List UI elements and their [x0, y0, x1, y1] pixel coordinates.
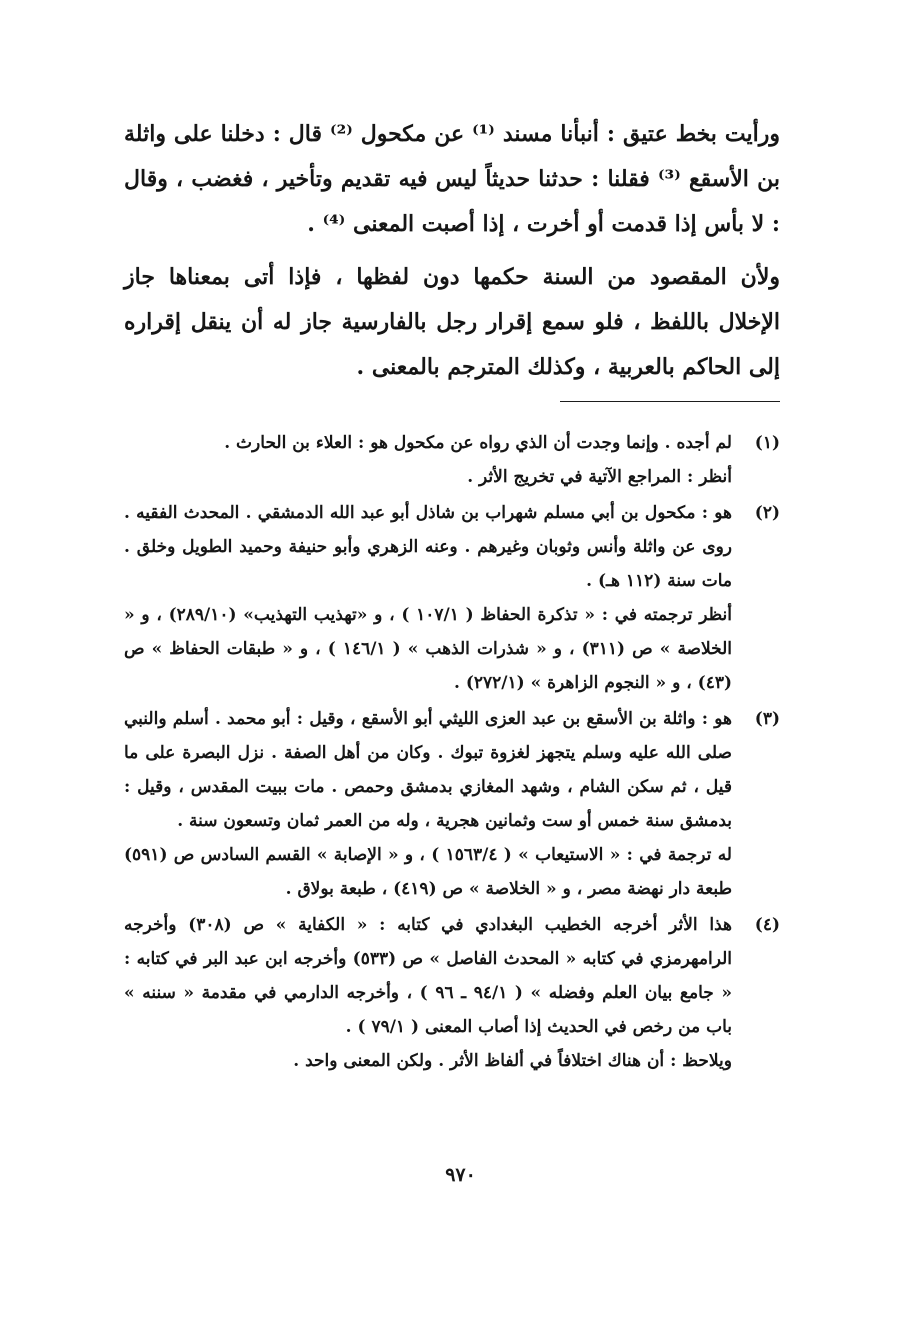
- footnotes-section: [124, 426, 780, 1080]
- footnote-1: [124, 426, 780, 494]
- main-paragraph-1: ورأيت بخط عتيق : أنبأنا مسند ⁽¹⁾ عن مكحول ⁽²⁾ قال : دخلنا على واثلة بن الأسقع ⁽³⁾ فقلنا : حدثنا حديثاً ليس فيه تقديم وتأخير ، فغضب ، وقال : لا بأس إذا قدمت أو أخرت ، إذا أصبت المعنى ⁽⁴⁾ .: [124, 121, 781, 237]
- footnote-number: (٣): [754, 709, 780, 729]
- footnote-body: [124, 908, 732, 1078]
- footnote-body: [124, 702, 732, 906]
- footnote-text: ويلاحظ : أن هناك اختلافاً في ألفاظ الأثر . ولكن المعنى واحد .: [293, 1051, 732, 1071]
- footnote-text: هذا الأثر أخرجه الخطيب البغدادي في كتابه : « الكفاية » ص (٣٠٨) وأخرجه الرامهرمزي في كتابه « المحدث الفاصل » ص (٥٣٣) وأخرجه ابن عبد البر في كتابه : « جامع بيان العلم وفضله » ( ٩٤/١ ـ ٩٦ ) ، وأخرجه الدارمي في مقدمة « سننه » باب من رخص في الحديث إذا أصاب المعنى ( ٧٩/١ ) .: [124, 915, 733, 1037]
- footnote-number: (١): [754, 433, 780, 453]
- footnote-divider: [560, 401, 780, 402]
- footnote-2: [124, 496, 780, 700]
- main-text: [124, 112, 780, 398]
- footnote-3: [124, 702, 780, 906]
- footnote-text: أنظر : المراجع الآتية في تخريج الأثر .: [467, 467, 732, 487]
- footnote-body: [124, 426, 732, 494]
- footnote-text: هو : واثلة بن الأسقع بن عبد العزى الليثي أبو الأسقع ، وقيل : أبو محمد . أسلم والنبي صلى الله عليه وسلم يتجهز لغزوة تبوك . وكان من أهل الصفة . نزل البصرة على ما قيل ، ثم سكن الشام ، وشهد المغازي بدمشق وحمص . مات ببيت المقدس ، وقيل : بدمشق سنة خمس أو ست وثمانين هجرية ، وله من العمر ثمان وتسعون سنة .: [124, 709, 732, 831]
- footnote-text: هو : مكحول بن أبي مسلم شهراب بن شاذل أبو عبد الله الدمشقي . المحدث الفقيه . روى عن واثلة وأنس وثوبان وغيرهم . وعنه الزهري وأبو حنيفة وحميد الطويل وخلق . مات سنة (١١٢ هـ) .: [124, 503, 732, 591]
- page-number: ٩٧٠: [445, 1164, 476, 1186]
- main-paragraph-2: ولأن المقصود من السنة حكمها دون لفظها ، فإذا أتى بمعناها جاز الإخلال باللفظ ، فلو سمع إقرار رجل بالفارسية جاز له أن ينقل إقراره إلى الحاكم بالعربية ، وكذلك المترجم بالمعنى .: [124, 264, 780, 380]
- footnote-number: (٢): [754, 503, 780, 523]
- footnote-number: (٤): [754, 915, 780, 935]
- footnote-body: [124, 496, 732, 700]
- footnote-text: لم أجده . وإنما وجدت أن الذي رواه عن مكحول هو : العلاء بن الحارث .: [224, 433, 732, 453]
- footnote-text: أنظر ترجمته في : « تذكرة الحفاظ ( ١٠٧/١ ) ، و «تهذيب التهذيب» (٢٨٩/١٠) ، و « الخلاصة » ص (٣١١) ، و « شذرات الذهب » ( ١٤٦/١ ) ، و « طبقات الحفاظ » ص (٤٣) ، و « النجوم الزاهرة » (٢٧٢/١) .: [124, 605, 733, 693]
- footnote-text: له ترجمة في : « الاستيعاب » ( ١٥٦٣/٤ ) ، و « الإصابة » القسم السادس ص (٥٩١) طبعة دار نهضة مصر ، و « الخلاصة » ص (٤١٩) ، طبعة بولاق .: [124, 845, 732, 899]
- footnote-4: [124, 908, 780, 1078]
